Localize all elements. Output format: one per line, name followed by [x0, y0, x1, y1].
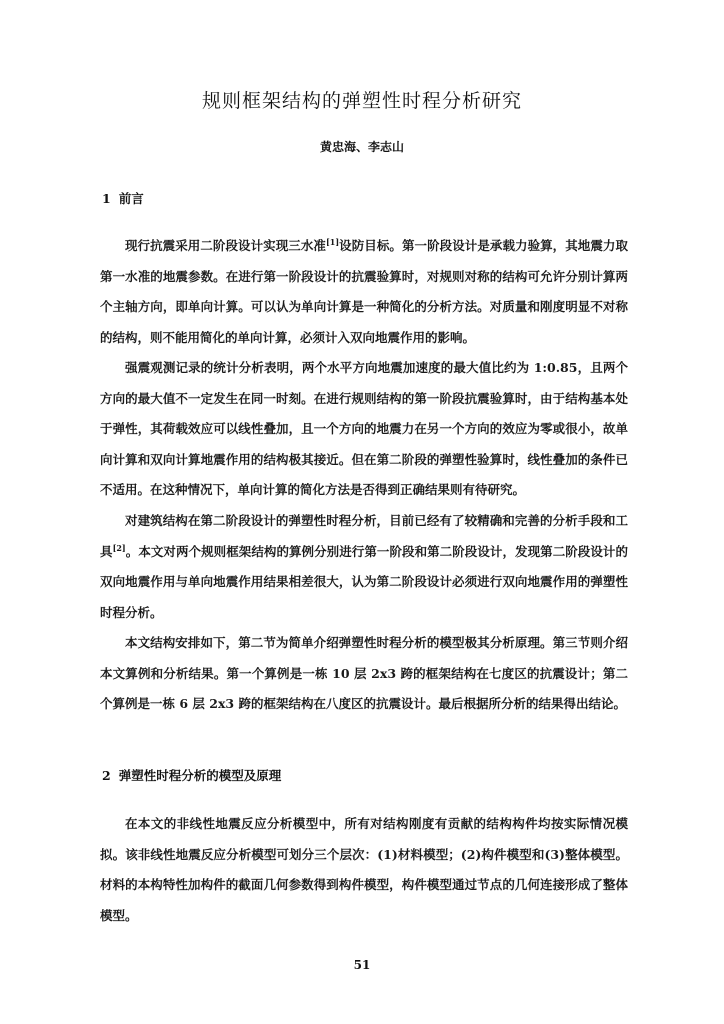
- paragraph: [100, 809, 628, 931]
- paragraph-text: 对建筑结构在第二阶段设计的弹塑性时程分析，目前已经有了较精确和完善的分析手段和工具: [100, 513, 628, 559]
- section-heading: [102, 189, 144, 207]
- paragraph-text: 。本文对两个规则框架结构的算例分别进行第一阶段和第二阶段设计，发现第二阶段设计的双向地震作用与单向地震作用结果相差很大，认为第二阶段设计必须进行双向地震作用的弹塑性时程分析。: [100, 543, 628, 620]
- section-title: 前言: [118, 191, 144, 206]
- section-heading: [102, 766, 281, 784]
- paragraph: [100, 628, 628, 720]
- paragraph: [100, 506, 628, 628]
- section-number: 2: [102, 768, 111, 783]
- section-title: 弹塑性时程分析的模型及原理: [118, 768, 282, 783]
- citation-ref: [2]: [112, 542, 126, 553]
- paper-title: 规则框架结构的弹塑性时程分析研究: [201, 90, 522, 112]
- paragraph-text: 设防目标。第一阶段设计是承载力验算，其地震力取第一水准的地震参数。在进行第一阶段设计的抗震验算时，对规则对称的结构可允许分别计算两个主轴方向，即单向计算。可以认为单向计算是一种简化的分析方法。对质量和刚度明显不对称的结构，则不能用简化的单向计算，必须计入双向地震作用的影响。: [100, 238, 628, 345]
- paragraph-text: 本文结构安排如下，第二节为简单介绍弹塑性时程分析的模型极其分析原理。第三节则介绍本文算例和分析结果。第一个算例是一栋 10 层 2x3 跨的框架结构在七度区的抗震设计；第二个算例是一栋 6 层 2x3 跨的框架结构在八度区的抗震设计。最后根据所分析的结果得出结论。: [100, 635, 628, 711]
- author-list: 黄忠海、李志山: [319, 140, 404, 154]
- section-number: 1: [102, 191, 111, 206]
- paragraph-text: 强震观测记录的统计分析表明，两个水平方向地震加速度的最大值比约为 1:0.85，且两个方向的最大值不一定发生在同一时刻。在进行规则结构的第一阶段抗震验算时，由于结构基本处于弹性，其荷载效应可以线性叠加，且一个方向的地震力在另一个方向的效应为零或很小，故单向计算和双向计算地震作用的结构极其接近。但在第二阶段的弹塑性验算时，线性叠加的条件已不适用。在这种情况下，单向计算的简化方法是否得到正确结果则有待研究。: [100, 360, 628, 497]
- paragraph: [100, 231, 628, 353]
- paragraph-text: 在本文的非线性地震反应分析模型中，所有对结构刚度有贡献的结构构件均按实际情况模拟。该非线性地震反应分析模型可划分三个层次：(1)材料模型；(2)构件模型和(3)整体模型。材料的本构特性加构件的截面几何参数得到构件模型，构件模型通过节点的几何连接形成了整体模型。: [100, 816, 628, 923]
- paragraph-text: 现行抗震采用二阶段设计实现三水准: [125, 238, 326, 253]
- page-number: 51: [353, 958, 371, 972]
- citation-ref: [1]: [325, 236, 340, 247]
- paragraph: [100, 353, 628, 506]
